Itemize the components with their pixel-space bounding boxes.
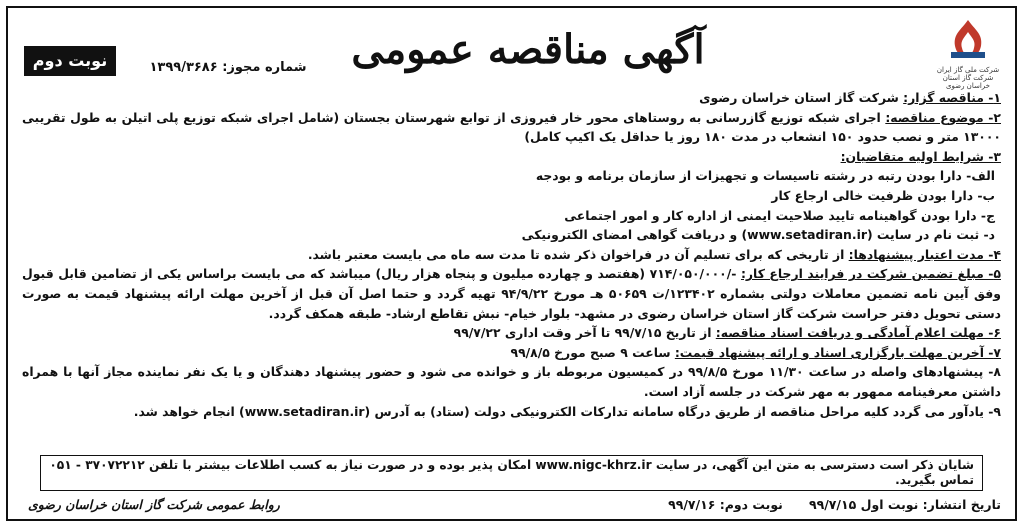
- item-text: ۸- پیشنهادهای واصله در ساعت ۱۱/۳۰ مورخ ۹۹/۸/۵ در کمیسیون مربوطه باز و خوانده می شود و حضور پیشنهاد دهندگان و یا یک نفر نماینده مجاز آنها با همراه داشتن معرفینامه ممهور به مهر شرکت در جلسه آزاد است.: [22, 364, 1001, 399]
- item-label: ۵- مبلغ تضمین شرکت در فرایند ارجاع کار:: [740, 266, 1001, 282]
- notice-body: [22, 88, 1001, 421]
- company-logo: [935, 18, 1001, 90]
- notice-footer: [8, 491, 1015, 519]
- item-text: از تاریخی که برای تسلیم آن در فراخوان ذکر شده تا مدت سه ماه می بایست معتبر باشد.: [307, 246, 849, 262]
- item-8: [22, 362, 1001, 401]
- item-7: [22, 343, 1001, 363]
- item-label: ۱- مناقصه گزار:: [903, 90, 1001, 105]
- item-label: ۷- آخرین مهلت بارگزاری اسناد و ارائه پیشنهاد قیمت:: [674, 344, 1001, 360]
- item-text: شرکت گاز استان خراسان رضوی: [699, 90, 904, 105]
- publish-dates: تاریخ انتشار: نوبت اول ۹۹/۷/۱۵ نوبت دوم: ۹۹/۷/۱۶: [668, 497, 1001, 512]
- condition-b: ب- دارا بودن ظرفیت خالی ارجاع کار: [771, 187, 995, 203]
- info-notice-box: شایان ذکر است دسترسی به متن این آگهی، در سایت www.nigc-khrz.ir امکان پذیر بوده و در صورت نیاز به کسب اطلاعات بیشتر با تلفن ۳۷۰۷۲۲۱۲ - ۰۵۱ تماس بگیرید.: [40, 455, 983, 491]
- item-text: اجرای شبکه توزیع گازرسانی به روستاهای محور خار فیروزی از توابع شهرستان بجستان (شامل اجرای شبکه توزیع پلی اتیلن به طول تقریبی ۱۳۰۰۰ متر و نصب حدود ۱۵۰ انشعاب در مدت ۱۸۰ روز یا حداقل یک اکیپ کامل): [22, 109, 1001, 145]
- item-1: [22, 88, 1001, 108]
- item-4: [22, 245, 1001, 265]
- item-text: از تاریخ ۹۹/۷/۱۵ تا آخر وقت اداری ۹۹/۷/۲۲: [453, 325, 716, 341]
- condition-d: د- ثبت نام در سایت (www.setadiran.ir) و دریافت گواهی امضای الکترونیکی: [521, 227, 995, 243]
- notice-header: [8, 8, 1015, 90]
- item-3: [22, 147, 1001, 167]
- page-title: آگهی مناقصه عمومی: [351, 26, 705, 73]
- item-9: [22, 402, 1001, 422]
- item-text: -/۷۱۴/۰۵۰/۰۰۰ (هفتصد و چهارده میلیون و پنجاه هزار ریال) میباشد که می بایست براساس یکی از تضامین قابل قبول وفق آیین نامه تضمین معاملات دولتی بشماره ۱۲۳۴۰۲/ت ۵۰۶۵۹ هـ مورخ ۹۴/۹/۲۲ تهیه گردد و حتما اصل آن قبل از آخرین مهلت ارائه پیشنهاد قیمت به صورت دستی تحویل دفتر حراست شرکت گاز استان خراسان رضوی در مشهد- بلوار خیام- نبش تقاطع ارشاد- طبقه همکف گردد.: [22, 266, 1001, 321]
- public-relations-signature: روابط عمومی شرکت گاز استان خراسان رضوی: [28, 497, 280, 512]
- permit-number: شماره مجوز: ۱۳۹۹/۳۶۸۶: [149, 60, 307, 75]
- tender-notice: [6, 6, 1017, 521]
- condition-a: الف- دارا بودن رتبه در رشته تاسیسات و تجهیزات از سازمان برنامه و بودجه: [535, 168, 995, 184]
- item-text: ساعت ۹ صبح مورخ ۹۹/۸/۵: [510, 344, 675, 360]
- logo-caption: شرکت ملی گاز ایران شرکت گاز استان خراسان رضوی: [936, 66, 1000, 90]
- item-label: ۴- مدت اعتبار پیشنهادها:: [848, 246, 1001, 262]
- item-text: ۹- یادآور می گردد کلیه مراحل مناقصه از طریق درگاه سامانه تدارکات الکترونیکی دولت (ستاد) به آدرس (www.setadiran.ir) انجام خواهد شد.: [133, 403, 1001, 419]
- item-5: [22, 264, 1001, 323]
- round-badge: نوبت دوم: [24, 46, 116, 76]
- condition-c: ج- دارا بودن گواهینامه تایید صلاحیت ایمنی از اداره کار و امور اجتماعی: [564, 207, 995, 223]
- item-label: ۶- مهلت اعلام آمادگی و دریافت اسناد مناقصه:: [715, 325, 1001, 341]
- item-6: [22, 323, 1001, 343]
- item-2: [22, 108, 1001, 147]
- flame-logo-icon: [945, 18, 991, 60]
- item-label: ۲- موضوع مناقصه:: [885, 109, 1001, 125]
- item-label: ۳- شرایط اولیه متقاضیان:: [840, 148, 1001, 164]
